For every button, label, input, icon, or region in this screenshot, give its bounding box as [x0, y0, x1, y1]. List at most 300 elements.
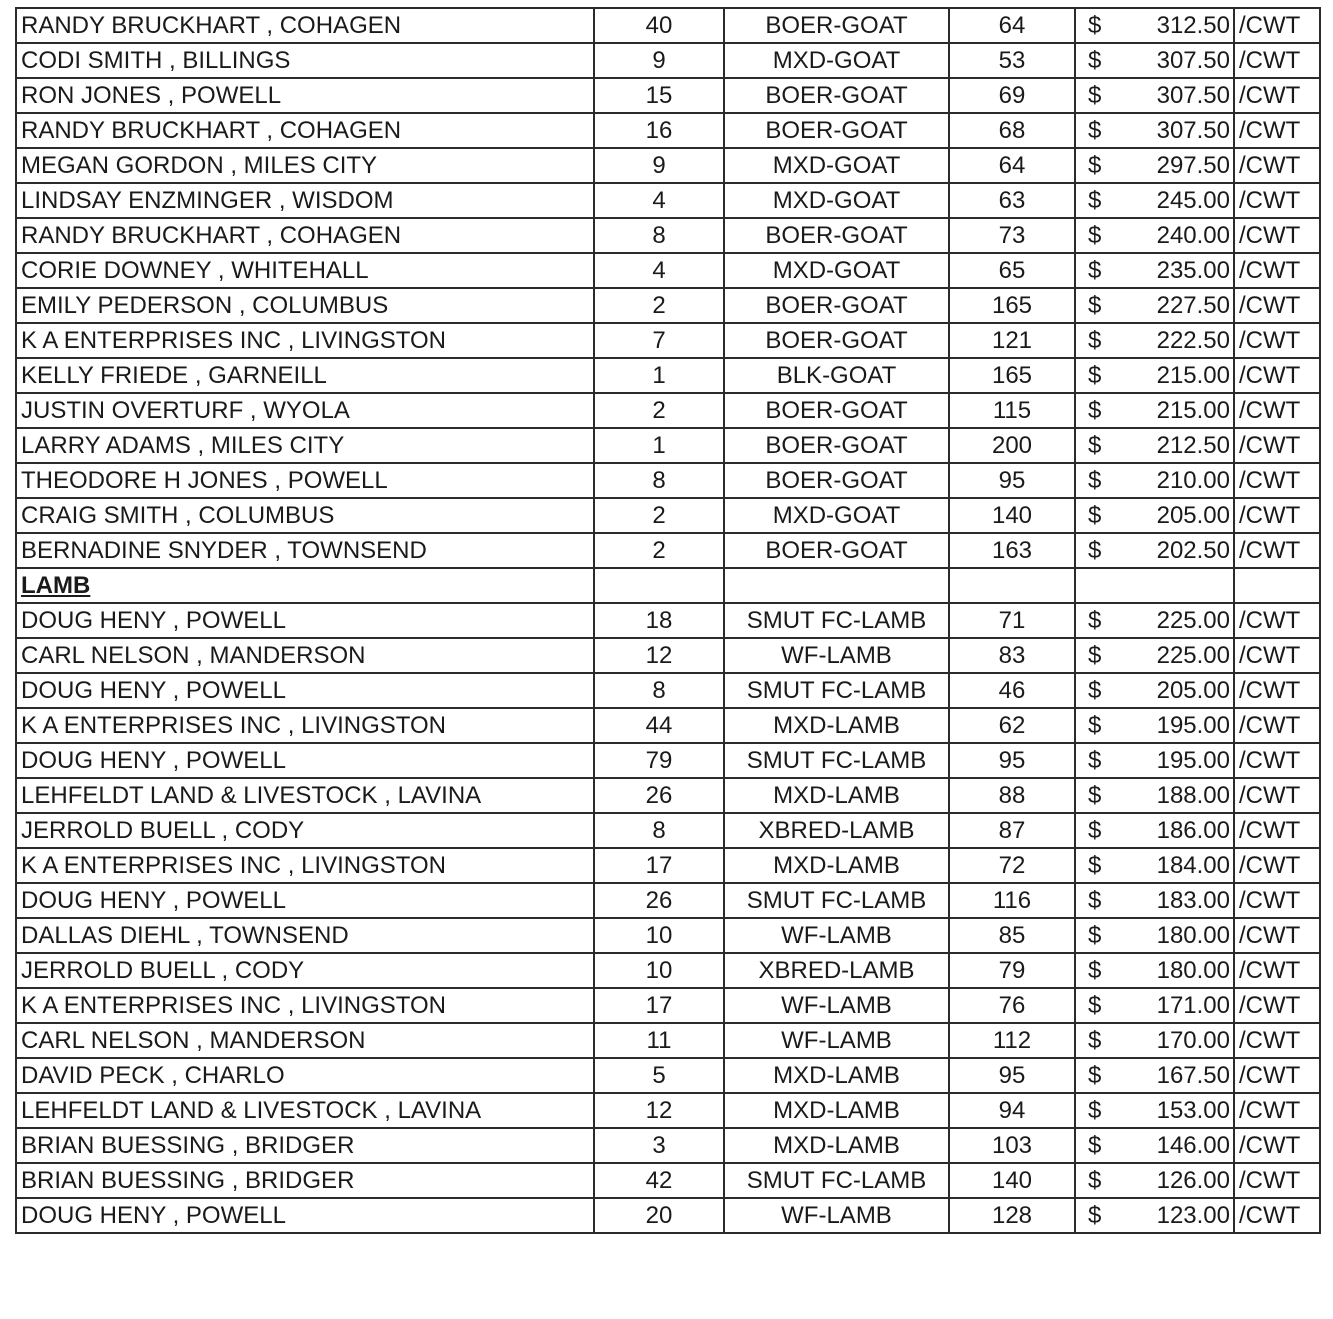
head-count-cell: 11	[594, 1023, 724, 1058]
weight-cell: 68	[949, 113, 1075, 148]
head-count-cell: 26	[594, 778, 724, 813]
seller-cell: RANDY BRUCKHART , COHAGEN	[16, 218, 594, 253]
unit-cell: /CWT	[1234, 288, 1320, 323]
unit-cell: /CWT	[1234, 533, 1320, 568]
seller-cell: CARL NELSON , MANDERSON	[16, 1023, 594, 1058]
empty-cell	[594, 568, 724, 603]
livestock-type-cell: SMUT FC-LAMB	[724, 1163, 949, 1198]
price-amount: 123.00	[1156, 1202, 1230, 1229]
weight-cell: 200	[949, 428, 1075, 463]
weight-cell: 63	[949, 183, 1075, 218]
seller-cell: DOUG HENY , POWELL	[16, 743, 594, 778]
price-amount: 307.50	[1156, 82, 1230, 109]
currency-symbol: $	[1088, 817, 1102, 844]
price-cell	[1075, 673, 1234, 708]
price-amount: 215.00	[1156, 362, 1230, 389]
price-amount: 245.00	[1156, 187, 1230, 214]
price-amount: 183.00	[1156, 887, 1230, 914]
head-count-cell: 26	[594, 883, 724, 918]
seller-cell: CODI SMITH , BILLINGS	[16, 43, 594, 78]
livestock-type-cell: MXD-LAMB	[724, 848, 949, 883]
unit-cell: /CWT	[1234, 708, 1320, 743]
weight-cell: 76	[949, 988, 1075, 1023]
table-row	[16, 1093, 1320, 1128]
currency-symbol: $	[1088, 152, 1102, 179]
price-amount: 170.00	[1156, 1027, 1230, 1054]
livestock-type-cell: MXD-LAMB	[724, 708, 949, 743]
price-cell	[1075, 288, 1234, 323]
livestock-type-cell: SMUT FC-LAMB	[724, 743, 949, 778]
livestock-type-cell: BOER-GOAT	[724, 8, 949, 43]
weight-cell: 103	[949, 1128, 1075, 1163]
currency-symbol: $	[1088, 782, 1102, 809]
livestock-type-cell: MXD-GOAT	[724, 43, 949, 78]
unit-cell: /CWT	[1234, 1023, 1320, 1058]
table-row	[16, 603, 1320, 638]
seller-cell: THEODORE H JONES , POWELL	[16, 463, 594, 498]
price-cell	[1075, 8, 1234, 43]
currency-symbol: $	[1088, 362, 1102, 389]
head-count-cell: 44	[594, 708, 724, 743]
weight-cell: 94	[949, 1093, 1075, 1128]
unit-cell: /CWT	[1234, 43, 1320, 78]
currency-symbol: $	[1088, 852, 1102, 879]
currency-symbol: $	[1088, 257, 1102, 284]
price-amount: 215.00	[1156, 397, 1230, 424]
currency-symbol: $	[1088, 922, 1102, 949]
unit-cell: /CWT	[1234, 848, 1320, 883]
table-row	[16, 288, 1320, 323]
table-row	[16, 708, 1320, 743]
seller-cell: JERROLD BUELL , CODY	[16, 813, 594, 848]
price-cell	[1075, 78, 1234, 113]
head-count-cell: 12	[594, 638, 724, 673]
seller-cell: DOUG HENY , POWELL	[16, 673, 594, 708]
price-cell	[1075, 743, 1234, 778]
currency-symbol: $	[1088, 677, 1102, 704]
price-cell	[1075, 1023, 1234, 1058]
price-cell	[1075, 393, 1234, 428]
price-amount: 210.00	[1156, 467, 1230, 494]
price-amount: 227.50	[1156, 292, 1230, 319]
livestock-type-cell: MXD-GOAT	[724, 498, 949, 533]
currency-symbol: $	[1088, 1062, 1102, 1089]
currency-symbol: $	[1088, 957, 1102, 984]
seller-cell: K A ENTERPRISES INC , LIVINGSTON	[16, 988, 594, 1023]
head-count-cell: 7	[594, 323, 724, 358]
table-row	[16, 883, 1320, 918]
price-cell	[1075, 708, 1234, 743]
seller-cell: RON JONES , POWELL	[16, 78, 594, 113]
price-cell	[1075, 253, 1234, 288]
unit-cell: /CWT	[1234, 988, 1320, 1023]
price-amount: 205.00	[1156, 502, 1230, 529]
price-amount: 225.00	[1156, 642, 1230, 669]
seller-cell: KELLY FRIEDE , GARNEILL	[16, 358, 594, 393]
head-count-cell: 4	[594, 183, 724, 218]
unit-cell: /CWT	[1234, 1163, 1320, 1198]
unit-cell: /CWT	[1234, 8, 1320, 43]
weight-cell: 62	[949, 708, 1075, 743]
head-count-cell: 9	[594, 43, 724, 78]
table-row	[16, 498, 1320, 533]
livestock-type-cell: MXD-LAMB	[724, 1093, 949, 1128]
table-row	[16, 323, 1320, 358]
price-amount: 235.00	[1156, 257, 1230, 284]
seller-cell: LARRY ADAMS , MILES CITY	[16, 428, 594, 463]
weight-cell: 85	[949, 918, 1075, 953]
unit-cell: /CWT	[1234, 428, 1320, 463]
price-cell	[1075, 1198, 1234, 1233]
price-cell	[1075, 533, 1234, 568]
currency-symbol: $	[1088, 642, 1102, 669]
price-amount: 225.00	[1156, 607, 1230, 634]
livestock-type-cell: BOER-GOAT	[724, 218, 949, 253]
seller-cell: EMILY PEDERSON , COLUMBUS	[16, 288, 594, 323]
weight-cell: 116	[949, 883, 1075, 918]
unit-cell: /CWT	[1234, 113, 1320, 148]
weight-cell: 112	[949, 1023, 1075, 1058]
weight-cell: 88	[949, 778, 1075, 813]
weight-cell: 53	[949, 43, 1075, 78]
livestock-type-cell: BOER-GOAT	[724, 393, 949, 428]
price-cell	[1075, 918, 1234, 953]
livestock-type-cell: WF-LAMB	[724, 918, 949, 953]
livestock-type-cell: XBRED-LAMB	[724, 813, 949, 848]
table-row	[16, 253, 1320, 288]
price-amount: 195.00	[1156, 747, 1230, 774]
head-count-cell: 2	[594, 533, 724, 568]
price-amount: 212.50	[1156, 432, 1230, 459]
livestock-type-cell: WF-LAMB	[724, 1023, 949, 1058]
head-count-cell: 10	[594, 953, 724, 988]
unit-cell: /CWT	[1234, 813, 1320, 848]
weight-cell: 128	[949, 1198, 1075, 1233]
currency-symbol: $	[1088, 1027, 1102, 1054]
seller-cell: BRIAN BUESSING , BRIDGER	[16, 1128, 594, 1163]
weight-cell: 73	[949, 218, 1075, 253]
head-count-cell: 4	[594, 253, 724, 288]
price-cell	[1075, 883, 1234, 918]
table-row	[16, 148, 1320, 183]
price-amount: 195.00	[1156, 712, 1230, 739]
seller-cell: K A ENTERPRISES INC , LIVINGSTON	[16, 708, 594, 743]
empty-cell	[1234, 568, 1320, 603]
price-amount: 205.00	[1156, 677, 1230, 704]
unit-cell: /CWT	[1234, 358, 1320, 393]
empty-cell	[724, 568, 949, 603]
sales-table	[15, 7, 1321, 1234]
table-row	[16, 848, 1320, 883]
price-amount: 188.00	[1156, 782, 1230, 809]
price-cell	[1075, 113, 1234, 148]
weight-cell: 87	[949, 813, 1075, 848]
livestock-type-cell: WF-LAMB	[724, 988, 949, 1023]
seller-cell: BERNADINE SNYDER , TOWNSEND	[16, 533, 594, 568]
unit-cell: /CWT	[1234, 183, 1320, 218]
table-row	[16, 743, 1320, 778]
head-count-cell: 2	[594, 393, 724, 428]
table-row	[16, 918, 1320, 953]
weight-cell: 69	[949, 78, 1075, 113]
seller-cell: K A ENTERPRISES INC , LIVINGSTON	[16, 848, 594, 883]
livestock-type-cell: WF-LAMB	[724, 1198, 949, 1233]
table-row	[16, 1128, 1320, 1163]
section-label: LAMB	[16, 568, 594, 603]
weight-cell: 165	[949, 358, 1075, 393]
head-count-cell: 3	[594, 1128, 724, 1163]
price-cell	[1075, 148, 1234, 183]
weight-cell: 140	[949, 498, 1075, 533]
head-count-cell: 8	[594, 218, 724, 253]
weight-cell: 64	[949, 148, 1075, 183]
price-amount: 180.00	[1156, 957, 1230, 984]
currency-symbol: $	[1088, 82, 1102, 109]
price-cell	[1075, 1128, 1234, 1163]
livestock-type-cell: BOER-GOAT	[724, 78, 949, 113]
head-count-cell: 12	[594, 1093, 724, 1128]
unit-cell: /CWT	[1234, 323, 1320, 358]
unit-cell: /CWT	[1234, 953, 1320, 988]
head-count-cell: 18	[594, 603, 724, 638]
livestock-type-cell: MXD-LAMB	[724, 778, 949, 813]
seller-cell: DOUG HENY , POWELL	[16, 883, 594, 918]
head-count-cell: 10	[594, 918, 724, 953]
empty-cell	[949, 568, 1075, 603]
head-count-cell: 8	[594, 813, 724, 848]
seller-cell: JUSTIN OVERTURF , WYOLA	[16, 393, 594, 428]
head-count-cell: 17	[594, 848, 724, 883]
table-row	[16, 393, 1320, 428]
weight-cell: 83	[949, 638, 1075, 673]
seller-cell: DOUG HENY , POWELL	[16, 1198, 594, 1233]
currency-symbol: $	[1088, 992, 1102, 1019]
empty-cell	[1075, 568, 1234, 603]
price-cell	[1075, 953, 1234, 988]
weight-cell: 140	[949, 1163, 1075, 1198]
table-row	[16, 113, 1320, 148]
head-count-cell: 5	[594, 1058, 724, 1093]
table-row	[16, 1058, 1320, 1093]
price-cell	[1075, 218, 1234, 253]
unit-cell: /CWT	[1234, 463, 1320, 498]
head-count-cell: 17	[594, 988, 724, 1023]
currency-symbol: $	[1088, 12, 1102, 39]
price-cell	[1075, 1093, 1234, 1128]
seller-cell: LINDSAY ENZMINGER , WISDOM	[16, 183, 594, 218]
price-amount: 184.00	[1156, 852, 1230, 879]
price-amount: 307.50	[1156, 47, 1230, 74]
seller-cell: RANDY BRUCKHART , COHAGEN	[16, 8, 594, 43]
currency-symbol: $	[1088, 222, 1102, 249]
head-count-cell: 8	[594, 463, 724, 498]
weight-cell: 165	[949, 288, 1075, 323]
unit-cell: /CWT	[1234, 1093, 1320, 1128]
table-row	[16, 953, 1320, 988]
price-cell	[1075, 638, 1234, 673]
price-cell	[1075, 323, 1234, 358]
price-amount: 297.50	[1156, 152, 1230, 179]
seller-cell: DOUG HENY , POWELL	[16, 603, 594, 638]
price-amount: 222.50	[1156, 327, 1230, 354]
section-row	[16, 568, 1320, 603]
currency-symbol: $	[1088, 1167, 1102, 1194]
head-count-cell: 2	[594, 288, 724, 323]
unit-cell: /CWT	[1234, 253, 1320, 288]
weight-cell: 72	[949, 848, 1075, 883]
livestock-type-cell: MXD-GOAT	[724, 183, 949, 218]
weight-cell: 64	[949, 8, 1075, 43]
unit-cell: /CWT	[1234, 673, 1320, 708]
table-row	[16, 358, 1320, 393]
seller-cell: MEGAN GORDON , MILES CITY	[16, 148, 594, 183]
price-cell	[1075, 498, 1234, 533]
head-count-cell: 40	[594, 8, 724, 43]
sales-table-body	[16, 8, 1320, 1233]
table-row	[16, 218, 1320, 253]
currency-symbol: $	[1088, 712, 1102, 739]
unit-cell: /CWT	[1234, 148, 1320, 183]
livestock-type-cell: SMUT FC-LAMB	[724, 603, 949, 638]
price-cell	[1075, 463, 1234, 498]
currency-symbol: $	[1088, 537, 1102, 564]
price-cell	[1075, 358, 1234, 393]
head-count-cell: 1	[594, 358, 724, 393]
livestock-type-cell: WF-LAMB	[724, 638, 949, 673]
unit-cell: /CWT	[1234, 883, 1320, 918]
price-cell	[1075, 183, 1234, 218]
price-amount: 307.50	[1156, 117, 1230, 144]
head-count-cell: 42	[594, 1163, 724, 1198]
price-cell	[1075, 43, 1234, 78]
price-amount: 171.00	[1156, 992, 1230, 1019]
weight-cell: 46	[949, 673, 1075, 708]
seller-cell: CARL NELSON , MANDERSON	[16, 638, 594, 673]
head-count-cell: 9	[594, 148, 724, 183]
price-amount: 126.00	[1156, 1167, 1230, 1194]
weight-cell: 79	[949, 953, 1075, 988]
unit-cell: /CWT	[1234, 1198, 1320, 1233]
seller-cell: LEHFELDT LAND & LIVESTOCK , LAVINA	[16, 778, 594, 813]
livestock-type-cell: MXD-GOAT	[724, 148, 949, 183]
price-amount: 202.50	[1156, 537, 1230, 564]
unit-cell: /CWT	[1234, 743, 1320, 778]
weight-cell: 163	[949, 533, 1075, 568]
price-amount: 180.00	[1156, 922, 1230, 949]
currency-symbol: $	[1088, 1097, 1102, 1124]
currency-symbol: $	[1088, 1132, 1102, 1159]
head-count-cell: 2	[594, 498, 724, 533]
livestock-type-cell: BOER-GOAT	[724, 323, 949, 358]
table-row	[16, 673, 1320, 708]
price-amount: 186.00	[1156, 817, 1230, 844]
seller-cell: DALLAS DIEHL , TOWNSEND	[16, 918, 594, 953]
currency-symbol: $	[1088, 292, 1102, 319]
seller-cell: BRIAN BUESSING , BRIDGER	[16, 1163, 594, 1198]
weight-cell: 95	[949, 463, 1075, 498]
seller-cell: K A ENTERPRISES INC , LIVINGSTON	[16, 323, 594, 358]
weight-cell: 71	[949, 603, 1075, 638]
unit-cell: /CWT	[1234, 638, 1320, 673]
livestock-type-cell: MXD-LAMB	[724, 1128, 949, 1163]
weight-cell: 95	[949, 743, 1075, 778]
unit-cell: /CWT	[1234, 603, 1320, 638]
price-amount: 312.50	[1156, 12, 1230, 39]
seller-cell: CRAIG SMITH , COLUMBUS	[16, 498, 594, 533]
livestock-type-cell: BOER-GOAT	[724, 428, 949, 463]
currency-symbol: $	[1088, 47, 1102, 74]
seller-cell: CORIE DOWNEY , WHITEHALL	[16, 253, 594, 288]
unit-cell: /CWT	[1234, 778, 1320, 813]
table-row	[16, 988, 1320, 1023]
unit-cell: /CWT	[1234, 78, 1320, 113]
currency-symbol: $	[1088, 1202, 1102, 1229]
price-amount: 167.50	[1156, 1062, 1230, 1089]
livestock-type-cell: BOER-GOAT	[724, 533, 949, 568]
table-row	[16, 428, 1320, 463]
head-count-cell: 8	[594, 673, 724, 708]
currency-symbol: $	[1088, 887, 1102, 914]
seller-cell: JERROLD BUELL , CODY	[16, 953, 594, 988]
head-count-cell: 79	[594, 743, 724, 778]
unit-cell: /CWT	[1234, 1128, 1320, 1163]
table-row	[16, 1163, 1320, 1198]
table-row	[16, 813, 1320, 848]
seller-cell: RANDY BRUCKHART , COHAGEN	[16, 113, 594, 148]
currency-symbol: $	[1088, 432, 1102, 459]
currency-symbol: $	[1088, 467, 1102, 494]
price-cell	[1075, 988, 1234, 1023]
table-row	[16, 78, 1320, 113]
weight-cell: 115	[949, 393, 1075, 428]
price-cell	[1075, 778, 1234, 813]
unit-cell: /CWT	[1234, 498, 1320, 533]
table-row	[16, 8, 1320, 43]
price-amount: 153.00	[1156, 1097, 1230, 1124]
livestock-type-cell: MXD-GOAT	[724, 253, 949, 288]
price-cell	[1075, 603, 1234, 638]
price-amount: 240.00	[1156, 222, 1230, 249]
table-row	[16, 533, 1320, 568]
livestock-type-cell: MXD-LAMB	[724, 1058, 949, 1093]
currency-symbol: $	[1088, 747, 1102, 774]
head-count-cell: 16	[594, 113, 724, 148]
seller-cell: DAVID PECK , CHARLO	[16, 1058, 594, 1093]
unit-cell: /CWT	[1234, 918, 1320, 953]
weight-cell: 95	[949, 1058, 1075, 1093]
head-count-cell: 15	[594, 78, 724, 113]
currency-symbol: $	[1088, 502, 1102, 529]
table-row	[16, 1023, 1320, 1058]
price-cell	[1075, 1058, 1234, 1093]
price-cell	[1075, 428, 1234, 463]
currency-symbol: $	[1088, 607, 1102, 634]
currency-symbol: $	[1088, 187, 1102, 214]
currency-symbol: $	[1088, 327, 1102, 354]
table-row	[16, 1198, 1320, 1233]
livestock-type-cell: SMUT FC-LAMB	[724, 883, 949, 918]
price-amount: 146.00	[1156, 1132, 1230, 1159]
unit-cell: /CWT	[1234, 393, 1320, 428]
price-cell	[1075, 813, 1234, 848]
head-count-cell: 20	[594, 1198, 724, 1233]
price-cell	[1075, 1163, 1234, 1198]
head-count-cell: 1	[594, 428, 724, 463]
livestock-type-cell: SMUT FC-LAMB	[724, 673, 949, 708]
table-row	[16, 463, 1320, 498]
currency-symbol: $	[1088, 397, 1102, 424]
livestock-type-cell: BOER-GOAT	[724, 463, 949, 498]
